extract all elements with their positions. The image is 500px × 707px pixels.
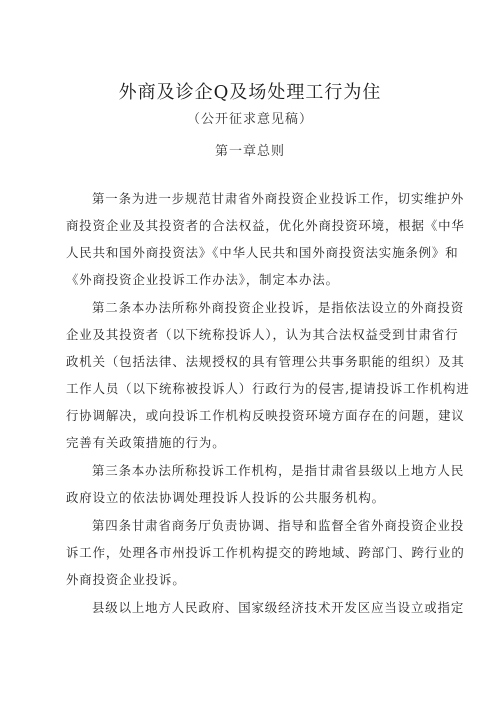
- body-line: 外商投资企业投诉。: [66, 572, 186, 587]
- body-line: 《外商投资企业投诉工作办法》，制定本办法。: [66, 272, 339, 287]
- body-line: 诉工作，处理各市州投诉工作机构提交的跨地域、跨部门、跨行业的: [66, 545, 465, 560]
- body-line: 人民共和国外商投资法》《中华人民共和国外商投资法实施条例》和: [66, 245, 459, 260]
- body-line: 第三条本办法所称投诉工作机构，是指甘肃省县级以上地方人民: [92, 463, 465, 478]
- body-line: 第二条本办法所称外商投资企业投诉，是指依法设立的外商投资: [92, 300, 465, 315]
- document-title: 外商及诊企Q及场处理工行为住: [118, 82, 382, 103]
- body-line: 工作人员（以下统称被投诉人）行政行为的侵害,提请投诉工作机构进: [66, 381, 470, 396]
- body-line: 第一条为进一步规范甘肃省外商投资企业投诉工作，切实维护外: [92, 191, 465, 206]
- body-line: 企业及其投资者（以下统称投诉人），认为其合法权益受到甘肃省行: [66, 327, 459, 342]
- body-line: 第四条甘肃省商务厅负责协调、指导和监督全省外商投资企业投: [92, 518, 465, 533]
- document-subtitle: （公开征求意见稿）: [186, 112, 313, 127]
- body-line: 县级以上地方人民政府、国家级经济技术开发区应当设立或指定: [92, 600, 465, 615]
- body-line: 完善有关政策措施的行为。: [66, 435, 226, 450]
- body-line: 行协调解决，或向投诉工作机构反映投资环境方面存在的问题，建议: [66, 408, 465, 423]
- body-line: 政机关（包括法律、法规授权的具有管理公共事务职能的组织）及其: [66, 354, 465, 369]
- chapter-heading: 第一章总则: [214, 144, 285, 159]
- body-line: 商投资企业及其投资者的合法权益，优化外商投资环境，根据《中华: [66, 218, 465, 233]
- body-line: 政府设立的依法协调处理投诉人投诉的公共服务机构。: [66, 490, 385, 505]
